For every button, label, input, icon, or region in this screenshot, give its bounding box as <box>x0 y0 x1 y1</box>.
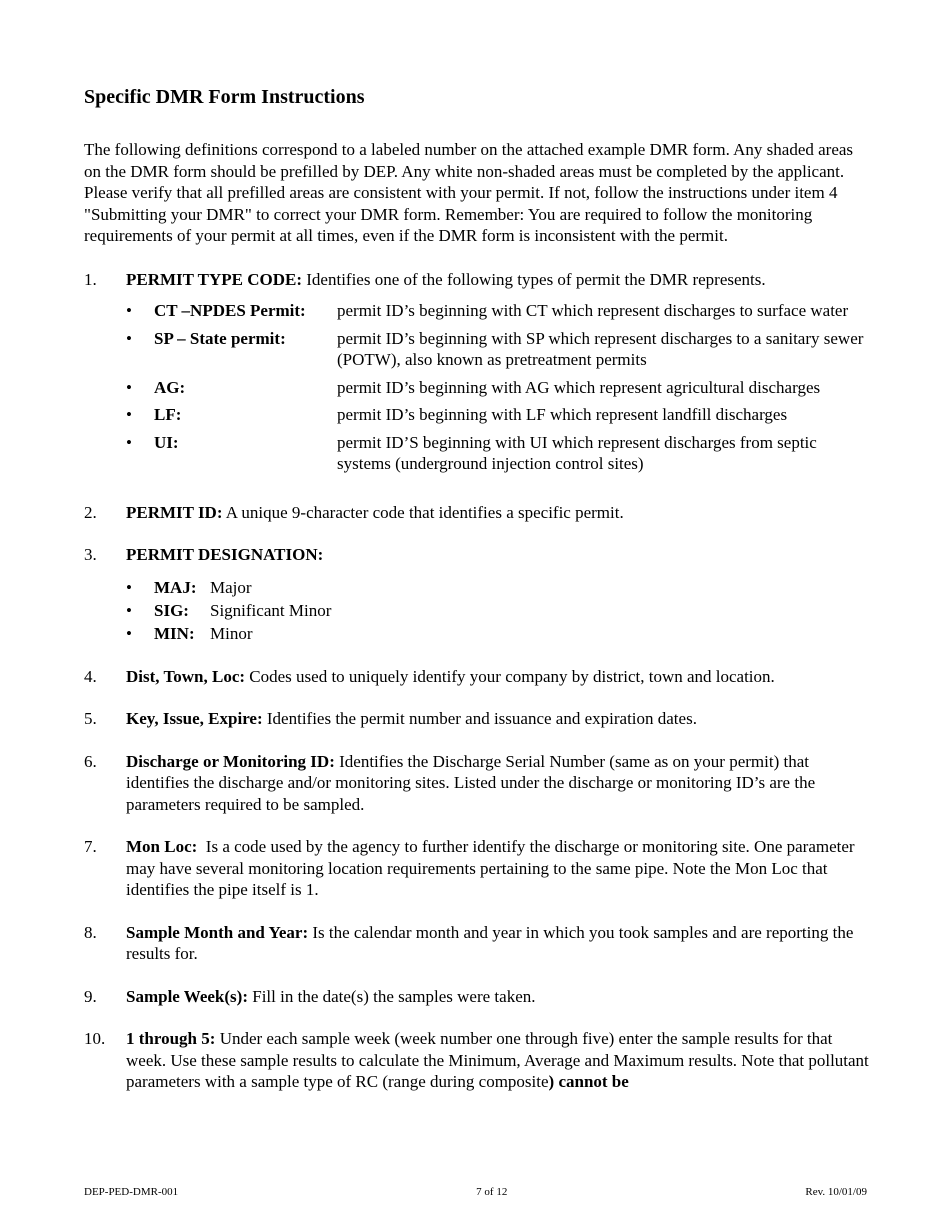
bullet: • <box>126 432 132 452</box>
item-text: Is a code used by the agency to further identify the discharge or monitoring site. One parameter may have several monitoring location requirements pertaining to the same pipe. Note the Mon Loc that identifies the pipe itself is 1. <box>126 837 859 899</box>
permit-type-term: SP – State permit: <box>154 328 286 348</box>
permit-type-ui <box>126 432 870 475</box>
item-number: 10. <box>84 1029 106 1048</box>
permit-type-def: permit ID’S beginning with UI which represent discharges from septic systems (underground injection control sites) <box>337 432 817 473</box>
permit-type-def: permit ID’s beginning with SP which represent discharges to a sanitary sewer (POTW), also known as pretreatment permits <box>337 328 864 369</box>
permit-type-def: permit ID’s beginning with CT which represent discharges to surface water <box>337 301 849 320</box>
designation-term: SIG: <box>154 600 189 620</box>
bullet: • <box>126 405 132 424</box>
list-item-9 <box>84 986 870 1008</box>
permit-type-ag <box>126 377 870 399</box>
item-number: 9. <box>84 986 97 1006</box>
permit-type-term: UI: <box>154 432 179 452</box>
item-text: Identifies one of the following types of permit the DMR represents. <box>302 269 766 289</box>
permit-type-list <box>126 300 870 475</box>
item-number: 5. <box>84 709 97 728</box>
list-item-4 <box>84 666 870 688</box>
item-text: Codes used to uniquely identify your company by district, town and location. <box>245 666 775 686</box>
list-item-5 <box>84 708 870 730</box>
permit-type-sp <box>126 328 870 371</box>
intro-paragraph: The following definitions correspond to a labeled number on the attached example DMR form. Any shaded areas on the DMR form should be prefilled by DEP. Any white non-shaded areas must be completed by the applicant. Please verify that all prefilled areas are consistent with your permit. If not, follow the instructions under item 4 "Submitting your DMR" to correct your DMR form. Remember: You are required to follow the monitoring requirements of your permit at all times, even if the DMR form is inconsistent with the permit. <box>84 140 854 245</box>
bullet: • <box>126 328 132 348</box>
item-term: PERMIT DESIGNATION: <box>126 545 324 564</box>
permit-type-term: AG: <box>154 377 186 397</box>
item-text: Identifies the Discharge Serial Number (same as on your permit) that identifies the discharge and/or monitoring sites. Listed under the discharge or monitoring ID’s are the parameters required to be sampled. <box>126 751 816 814</box>
item-text-bold-tail: ) cannot be <box>548 1072 629 1091</box>
list-item-2 <box>84 502 870 524</box>
item-term: PERMIT TYPE CODE: <box>126 269 303 289</box>
item-term: 1 through 5: <box>126 1029 216 1048</box>
footer-revision: Rev. 10/01/09 <box>805 1186 867 1198</box>
list-item-8 <box>84 922 870 965</box>
item-number: 6. <box>84 751 97 771</box>
item-text: Fill in the date(s) the samples were taken. <box>248 986 536 1006</box>
list-item-10 <box>84 1028 870 1093</box>
item-number: 4. <box>84 666 97 686</box>
permit-type-ct <box>126 300 870 322</box>
designation-def: Minor <box>210 623 253 643</box>
page-footer <box>84 1186 867 1198</box>
permit-type-term: CT –NPDES Permit: <box>154 301 306 320</box>
designation-min <box>126 622 870 645</box>
footer-page-number: 7 of 12 <box>476 1186 508 1198</box>
bullet: • <box>126 600 132 620</box>
designation-list <box>126 576 870 645</box>
list-item-3 <box>84 544 870 645</box>
item-term: Mon Loc: <box>126 837 198 856</box>
list-item-7 <box>84 836 870 901</box>
bullet: • <box>126 577 132 597</box>
item-number: 8. <box>84 922 97 942</box>
designation-maj <box>126 576 870 599</box>
permit-type-def: permit ID’s beginning with AG which represent agricultural discharges <box>337 377 821 397</box>
list-item-1 <box>84 269 870 481</box>
permit-type-term: LF: <box>154 405 182 424</box>
page-title: Specific DMR Form Instructions <box>84 86 365 108</box>
designation-def: Major <box>210 577 252 597</box>
item-term: Sample Week(s): <box>126 986 248 1006</box>
list-item-6 <box>84 751 870 816</box>
designation-term: MAJ: <box>154 577 197 597</box>
item-term: Discharge or Monitoring ID: <box>126 751 335 771</box>
item-number: 3. <box>84 545 97 564</box>
item-text: A unique 9-character code that identifies a specific permit. <box>222 502 624 522</box>
bullet: • <box>126 377 132 397</box>
item-text: Under each sample week (week number one through five) enter the sample results for that week. Use these sample results to calculate the Minimum, Average and Maximum results. Note that pollutant parameters with a sample type of RC (range during composite <box>126 1029 869 1091</box>
bullet: • <box>126 623 132 643</box>
designation-sig <box>126 599 870 622</box>
item-term: Key, Issue, Expire: <box>126 709 263 728</box>
item-term: Sample Month and Year: <box>126 922 309 942</box>
item-number: 7. <box>84 837 97 856</box>
document-page <box>84 83 870 1114</box>
bullet: • <box>126 301 132 320</box>
item-number: 1. <box>84 269 97 289</box>
footer-doc-id: DEP-PED-DMR-001 <box>84 1186 179 1198</box>
item-term: PERMIT ID: <box>126 502 223 522</box>
permit-type-def: permit ID’s beginning with LF which represent landfill discharges <box>337 405 788 424</box>
item-term: Dist, Town, Loc: <box>126 666 246 686</box>
permit-type-lf <box>126 404 870 426</box>
item-text: Identifies the permit number and issuance and expiration dates. <box>262 709 697 728</box>
designation-term: MIN: <box>154 623 195 643</box>
designation-def: Significant Minor <box>210 600 332 620</box>
item-number: 2. <box>84 502 97 522</box>
item-text: Is the calendar month and year in which you took samples and are reporting the results for. <box>126 922 854 963</box>
